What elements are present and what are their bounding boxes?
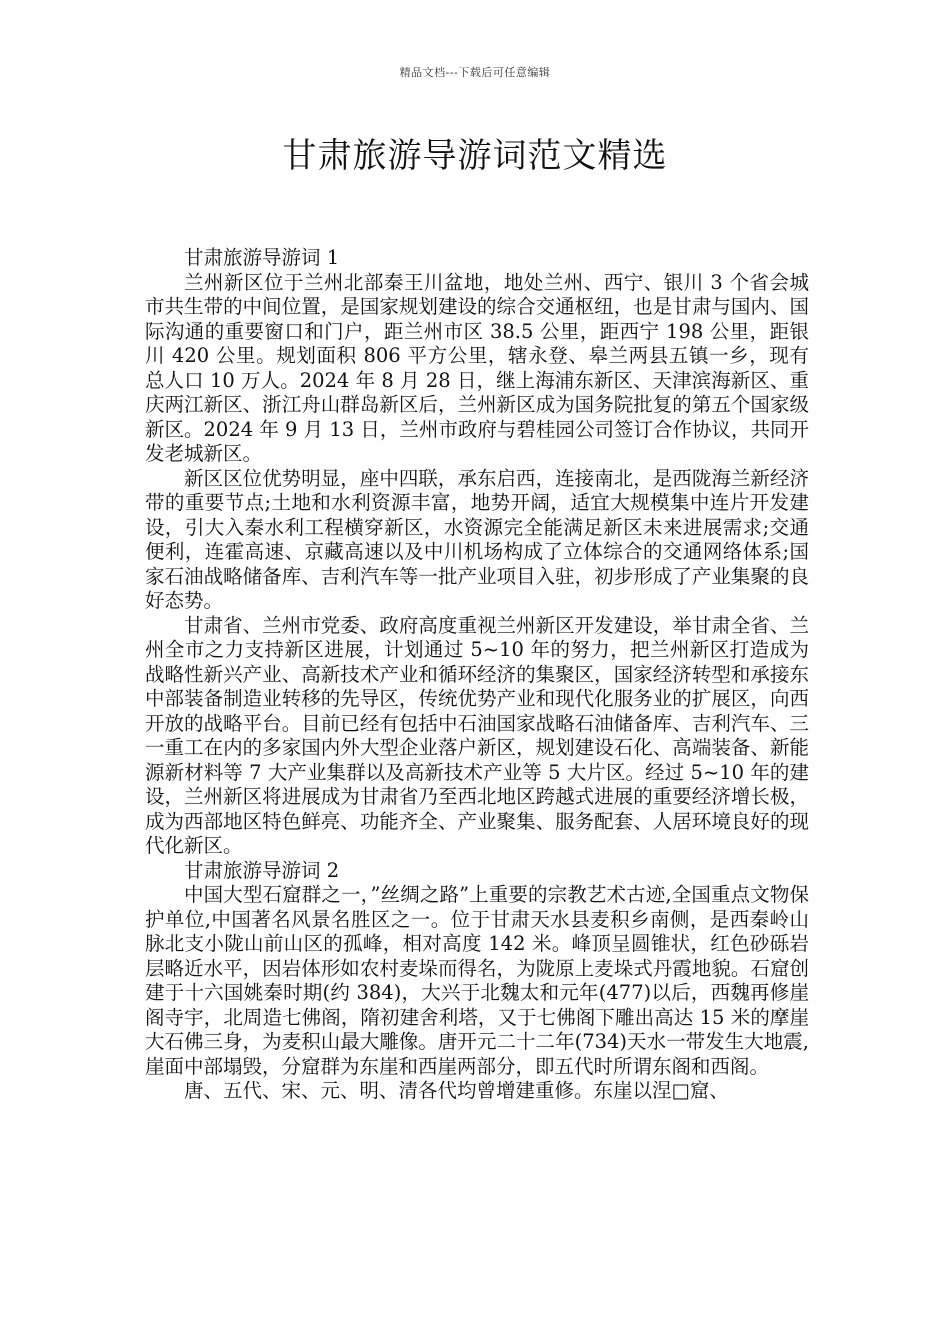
paragraph: 兰州新区位于兰州北部秦王川盆地，地处兰州、西宁、银川 3 个省会城市共生带的中间位置，是国家规划建设的综合交通枢纽，也是甘肃与国内、国际沟通的重要窗口和门户，距兰州市区 38.5 公里，距西宁 198 公里，距银川 420 公里。规划面积 806 平方公里，辖永登、皋兰两县五镇一乡，现有总人口 10 万人。2024 年 8 月 28 日，继上海浦东新区、天津滨海新区、重庆两江新区、浙江舟山群岛新区后，兰州新区成为国务院批复的第五个国家级新区。2024 年 9 月 13 日，兰州市政府与碧桂园公司签订合作协议，共同开发老城新区。 (145, 270, 809, 465)
section-heading: 甘肃旅游导游词 1 (184, 246, 340, 269)
header-note: 精品文档---下载后可任意编辑 (399, 66, 551, 79)
document-body (145, 246, 809, 1104)
section-heading: 甘肃旅游导游词 2 (184, 858, 340, 882)
document-title: 甘肃旅游导游词范文精选 (282, 136, 668, 176)
paragraph: 甘肃省、兰州市党委、政府高度重视兰州新区开发建设，举甘肃全省、兰州全市之力支持新区进展，计划通过 5~10 年的努力，把兰州新区打造成为战略性新兴产业、高新技术产业和循环经济的集聚区，国家经济转型和承接东中部装备制造业转移的先导区，传统优势产业和现代化服务业的扩展区，向西开放的战略平台。目前已经有包括中石油国家战略石油储备库、吉利汽车、三一重工在内的多家国内外大型企业落户新区，规划建设石化、高端装备、新能源新材料等 7 大产业集群以及高新技术产业等 5 大片区。经过 5~10 年的建设，兰州新区将进展成为甘肃省乃至西北地区跨越式进展的重要经济增长极，成为西部地区特色鲜亮、功能齐全、产业聚集、服务配套、人居环境良好的现代化新区。 (145, 613, 809, 857)
paragraph: 唐、五代、宋、元、明、清各代均曾增建重修。东崖以涅□窟、 (184, 1079, 729, 1102)
paragraph: 新区区位优势明显，座中四联，承东启西，连接南北，是西陇海兰新经济带的重要节点;土地和水利资源丰富，地势开阔，适宜大规模集中连片开发建设，引大入秦水利工程横穿新区，水资源完全能满足新区未来进展需求;交通便利，连霍高速、京藏高速以及中川机场构成了立体综合的交通网络体系;国家石油战略储备库、吉利汽车等一批产业项目入驻，初步形成了产业集聚的良好态势。 (145, 466, 809, 612)
paragraph: 中国大型石窟群之一，”丝绸之路”上重要的宗教艺术古迹,全国重点文物保护单位,中国著名风景名胜区之一。位于甘肃天水县麦积乡南侧，是西秦岭山脉北支小陇山前山区的孤峰，相对高度 142 米。峰顶呈圆锥状，红色砂砾岩层略近水平，因岩体形如农村麦垛而得名，为陇原上麦垛式丹霞地貌。石窟创建于十六国姚秦时期(约 384)，大兴于北魏太和元年(477)以后，西魏再修崖阁寺宇，北周造七佛阁，隋初建舍利塔，又于七佛阁下雕出高达 15 米的摩崖大石佛三身，为麦积山最大雕像。唐开元二十二年(734)天水一带发生大地震,崖面中部塌毁，分窟群为东崖和西崖两部分，即五代时所谓东阁和西阁。 (145, 883, 809, 1078)
